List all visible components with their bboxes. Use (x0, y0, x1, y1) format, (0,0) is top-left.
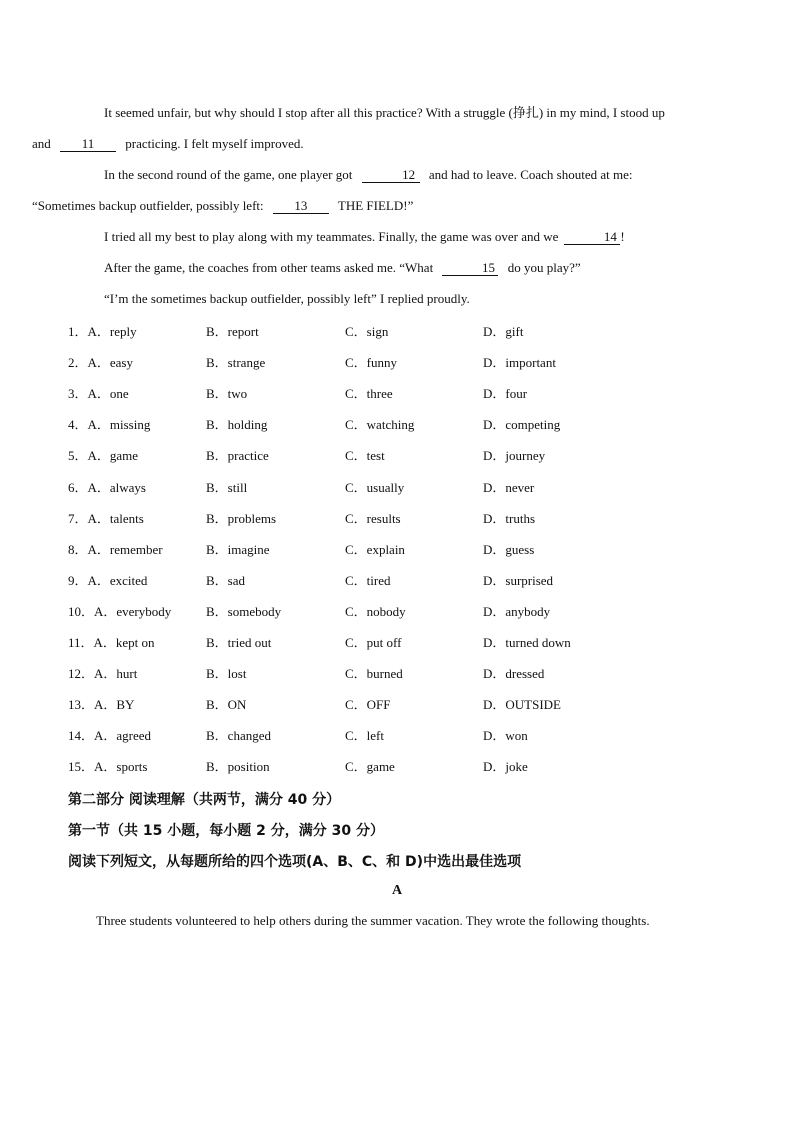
option-b[interactable]: B．tried out (206, 634, 272, 650)
option-a-text: missing (109, 417, 151, 433)
option-c[interactable]: C．left (345, 728, 384, 744)
question-row (68, 750, 728, 781)
option-b[interactable]: B．ON (206, 697, 247, 713)
option-d[interactable]: D．four (483, 386, 528, 402)
question-row (68, 626, 728, 657)
option-a[interactable] (68, 663, 137, 682)
question-row (68, 688, 728, 719)
question-row (68, 564, 728, 595)
paragraph-5-text: “I’m the sometimes backup outfielder, possibly left” I replied proudly. (104, 291, 470, 306)
option-a-text: agreed (116, 728, 152, 744)
option-a-text: hurt (116, 666, 138, 682)
paragraph-2-line-2 (32, 190, 413, 221)
option-a-text: kept on (115, 634, 155, 650)
paragraph-4-text: After the game, the coaches from other teams asked me. “What (104, 260, 434, 275)
option-a[interactable] (68, 321, 137, 340)
paragraph-2 (32, 159, 728, 221)
option-b[interactable]: B．two (206, 386, 248, 402)
instruction-heading: 阅读下列短文，从每题所给的四个选项(A、B、C、和 D)中选出最佳选项 (68, 854, 522, 870)
question-row (68, 719, 728, 750)
part-heading: 第二部分 阅读理解（共两节，满分 40 分） (68, 792, 341, 808)
option-c[interactable]: C．game (345, 759, 395, 775)
passage-title: A (391, 883, 403, 898)
paragraph-3-text-after: ! (620, 229, 625, 244)
question-options (68, 315, 728, 781)
option-a[interactable] (68, 570, 147, 589)
question-row (68, 377, 728, 408)
option-a[interactable] (68, 601, 171, 620)
paragraph-3 (68, 221, 728, 252)
option-a[interactable] (68, 694, 134, 713)
option-b[interactable]: B．strange (206, 355, 266, 371)
option-a-text: one (109, 386, 129, 402)
option-a-text: remember (109, 541, 163, 557)
question-number: 7．A． (68, 510, 110, 526)
paragraph-1 (32, 97, 728, 159)
option-d[interactable]: D．competing (483, 417, 561, 433)
question-row (68, 408, 728, 439)
question-row (68, 346, 728, 377)
option-d[interactable]: D．dressed (483, 666, 545, 682)
option-a[interactable] (68, 477, 146, 496)
option-d[interactable]: D．important (483, 355, 556, 371)
option-a-text: sports (116, 759, 148, 775)
paragraph-4-text-after: do you play?” (507, 260, 581, 275)
option-a-text: excited (109, 572, 148, 588)
option-c[interactable]: C．three (345, 386, 393, 402)
option-b[interactable]: B．imagine (206, 541, 270, 557)
option-d[interactable]: D．truths (483, 510, 536, 526)
option-c[interactable]: C．test (345, 448, 385, 464)
question-row (68, 502, 728, 533)
option-a[interactable] (68, 725, 151, 744)
option-a[interactable] (68, 414, 150, 433)
question-number: 4．A． (68, 417, 110, 433)
option-c[interactable]: C．watching (345, 417, 415, 433)
option-c[interactable]: C．sign (345, 324, 389, 340)
option-a[interactable] (68, 445, 138, 464)
question-row (68, 315, 728, 346)
option-d[interactable]: D．never (483, 479, 535, 495)
question-number: 14．A． (68, 728, 117, 744)
option-a[interactable] (68, 383, 129, 402)
option-d[interactable]: D．journey (483, 448, 546, 464)
option-c[interactable]: C．put off (345, 634, 402, 650)
option-d[interactable]: D．OUTSIDE (483, 697, 561, 713)
paragraph-3-text: I tried all my best to play along with my teammates. Finally, the game was over and we (104, 229, 559, 244)
option-a-text: talents (109, 510, 144, 526)
question-row (68, 657, 728, 688)
option-b[interactable]: B．changed (206, 728, 271, 744)
option-b[interactable]: B．sad (206, 572, 246, 588)
option-d[interactable]: D．won (483, 728, 528, 744)
question-row (68, 533, 728, 564)
question-number: 10．A． (68, 603, 117, 619)
option-c[interactable]: C．burned (345, 666, 403, 682)
option-a-text: BY (116, 697, 135, 713)
option-a-text: game (109, 448, 139, 464)
question-row (68, 439, 728, 470)
question-number: 6．A． (68, 479, 110, 495)
option-b[interactable]: B．holding (206, 417, 268, 433)
blank-12[interactable]: 12 (362, 167, 420, 183)
option-b[interactable]: B．practice (206, 448, 269, 464)
option-c[interactable]: C．usually (345, 479, 405, 495)
option-a-text: reply (109, 324, 137, 340)
paragraph-2-text: In the second round of the game, one player got (104, 167, 353, 182)
blank-11[interactable]: 11 (60, 136, 116, 152)
option-a-text: always (109, 479, 146, 495)
option-b[interactable]: B．position (206, 759, 270, 775)
option-a[interactable] (68, 352, 133, 371)
option-d[interactable]: D．surprised (483, 572, 554, 588)
question-number: 12．A． (68, 666, 117, 682)
option-d[interactable]: D．anybody (483, 603, 551, 619)
option-c[interactable]: C．explain (345, 541, 405, 557)
option-a[interactable] (68, 508, 144, 527)
option-b[interactable]: B．lost (206, 666, 247, 682)
option-d[interactable]: D．gift (483, 324, 524, 340)
question-number: 5．A． (68, 448, 110, 464)
section-heading: 第一节（共 15 小题，每小题 2 分，满分 30 分） (68, 823, 384, 839)
paragraph-1-text-after: practicing. I felt myself improved. (125, 136, 304, 151)
question-number: 13．A． (68, 697, 117, 713)
blank-13[interactable]: 13 (273, 198, 329, 214)
option-a[interactable] (68, 539, 163, 558)
question-number: 11．A． (68, 634, 116, 650)
option-c[interactable]: C．tired (345, 572, 391, 588)
passage-intro: Three students volunteered to help others during the summer vacation. They wrote the following thoughts. (96, 913, 650, 928)
option-c[interactable]: C．nobody (345, 603, 406, 619)
option-a-text: easy (109, 355, 133, 371)
blank-14[interactable]: 14 (564, 229, 620, 245)
option-d[interactable]: D．joke (483, 759, 528, 775)
option-a[interactable] (68, 756, 147, 775)
paragraph-1-line-2 (32, 128, 304, 159)
blank-15[interactable]: 15 (442, 260, 498, 276)
question-number: 9．A． (68, 572, 110, 588)
paragraph-1-text: and (32, 136, 51, 151)
paragraph-2-text-after: and had to leave. Coach shouted at me: (428, 167, 633, 182)
option-a[interactable] (68, 632, 155, 651)
paragraph-5 (68, 283, 728, 314)
question-number: 8．A． (68, 541, 110, 557)
option-b[interactable]: B．problems (206, 510, 277, 526)
question-row (68, 470, 728, 501)
paragraph-2-quote-after: THE FIELD!” (337, 198, 414, 213)
question-row (68, 595, 728, 626)
paragraph-1-line-1: It seemed unfair, but why should I stop after all this practice? With a struggle (挣扎) in my mind, I stood up (104, 105, 665, 120)
paragraph-2-quote: “Sometimes backup outfielder, possibly left: (32, 198, 264, 213)
question-number: 3．A． (68, 386, 110, 402)
paragraph-4 (68, 252, 728, 283)
option-c[interactable]: C．results (345, 510, 401, 526)
option-a-text: everybody (116, 603, 172, 619)
option-c[interactable]: C．funny (345, 355, 398, 371)
question-number: 1．A． (68, 324, 110, 340)
option-d[interactable]: D．turned down (483, 634, 571, 650)
option-c[interactable]: C．OFF (345, 697, 391, 713)
question-number: 15．A． (68, 759, 117, 775)
question-number: 2．A． (68, 355, 110, 371)
option-b[interactable]: B．somebody (206, 603, 282, 619)
option-b[interactable]: B．report (206, 324, 259, 340)
option-d[interactable]: D．guess (483, 541, 535, 557)
option-b[interactable]: B．still (206, 479, 248, 495)
